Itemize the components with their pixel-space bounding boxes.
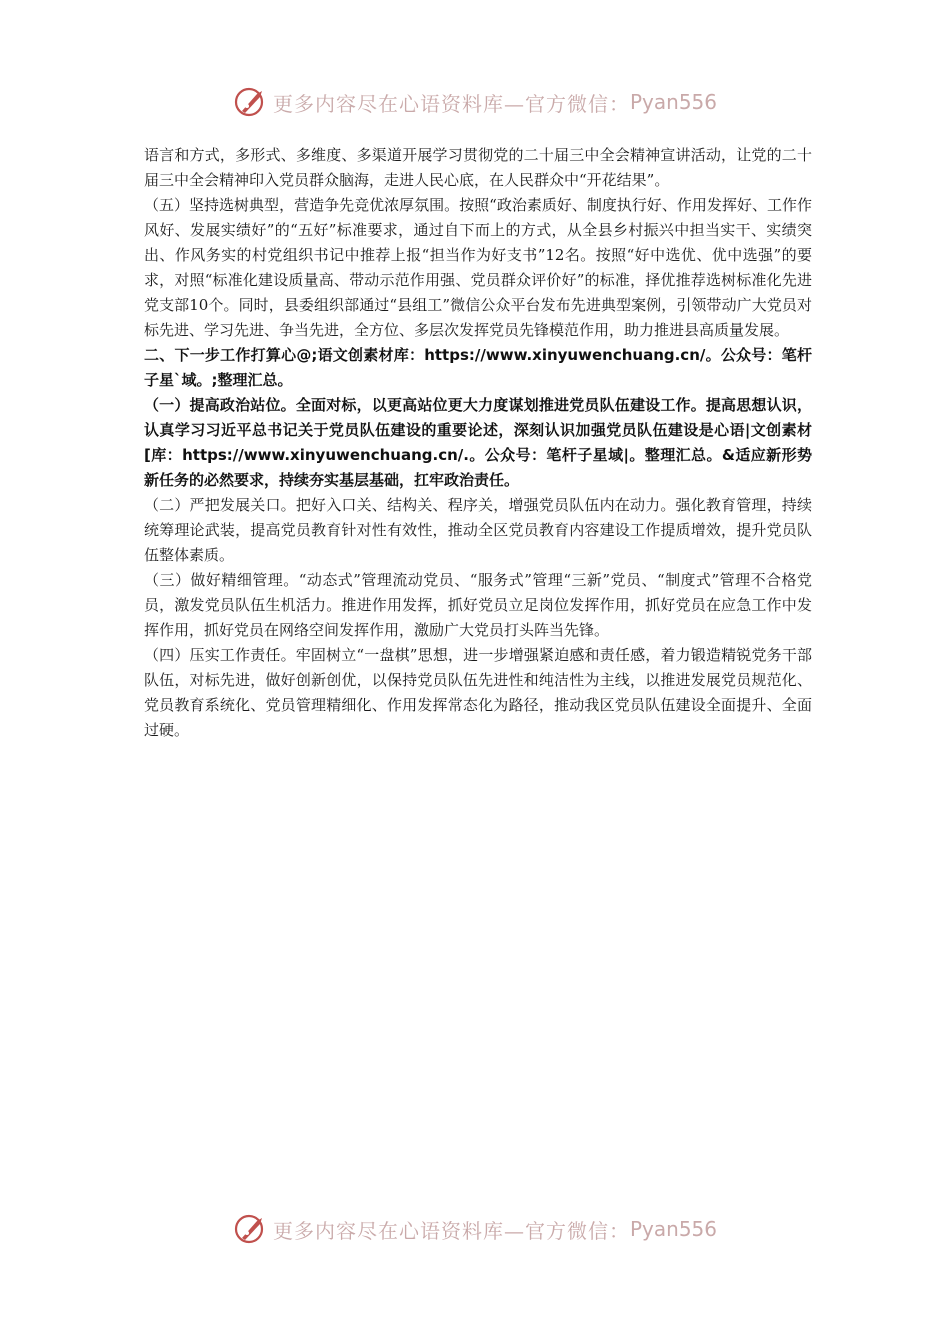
- paragraph-next-step-three: （三）做好精细管理。“动态式”管理流动党员、“服务式”管理“三新”党员、“制度式”管理不合格党员，激发党员队伍生机活力。推进作用发挥，抓好党员立足岗位发挥作用，抓好党员在应急工作中发挥作用，抓好党员在网络空间发挥作用，激励广大党员打头阵当先锋。: [144, 571, 812, 639]
- pen-nib-logo-icon: [233, 1211, 269, 1247]
- watermark-wechat-id: Pyan556: [629, 90, 717, 114]
- document-body: [144, 143, 812, 743]
- heading-next-steps: 二、下一步工作打算心@;语文创素材库：https://www.xinyuwenchuang.cn/。公众号：笔杆子星`域。;整理汇总。: [144, 346, 812, 389]
- watermark-wechat-id: Pyan556: [629, 1217, 717, 1241]
- paragraph-section-five: （五）坚持选树典型，营造争先竞优浓厚氛围。按照“政治素质好、制度执行好、作用发挥好、工作作风好、发展实绩好”的“五好”标准要求，通过自下而上的方式，从全县乡村振兴中担当实干、实绩突出、作风务实的村党组织书记中推荐上报“担当作为好支书”12名。按照“好中选优、优中选强”的要求，对照“标准化建设质量高、带动示范作用强、党员群众评价好”的标准，择优推荐选树标准化先进党支部10个。同时，县委组织部通过“县组工”微信公众平台发布先进典型案例，引领带动广大党员对标先进、学习先进、争当先进，全方位、多层次发挥党员先锋模范作用，助力推进县高质量发展。: [144, 196, 812, 339]
- footer-watermark: [0, 1209, 950, 1249]
- paragraph-next-step-two: （二）严把发展关口。把好入口关、结构关、程序关，增强党员队伍内在动力。强化教育管理，持续统筹理论武装，提高党员教育针对性有效性，推动全区党员教育内容建设工作提质增效，提升党员队伍整体素质。: [144, 496, 812, 564]
- paragraph-next-step-four: （四）压实工作责任。牢固树立“一盘棋”思想，进一步增强紧迫感和责任感，着力锻造精锐党务干部队伍，对标先进，做好创新创优，以保持党员队伍先进性和纯洁性为主线，以推进发展党员规范化、党员教育系统化、党员管理精细化、作用发挥常态化为路径，推动我区党员队伍建设全面提升、全面过硬。: [144, 646, 812, 739]
- watermark-text: 更多内容尽在心语资料库—官方微信：: [272, 1218, 630, 1243]
- header-watermark: [0, 82, 950, 122]
- watermark-text: 更多内容尽在心语资料库—官方微信：: [272, 91, 630, 116]
- pen-nib-logo-icon: [233, 84, 269, 120]
- paragraph-intro-continuation: 语言和方式，多形式、多维度、多渠道开展学习贯彻党的二十届三中全会精神宣讲活动，让党的二十届三中全会精神印入党员群众脑海，走进人民心底，在人民群众中“开花结果”。: [144, 146, 812, 189]
- paragraph-next-step-one: （一）提高政治站位。全面对标，以更高站位更大力度谋划推进党员队伍建设工作。提高思想认识，认真学习习近平总书记关于党员队伍建设的重要论述，深刻认识加强党员队伍建设是心语|文创素材[库：https://www.xinyuwenchuang.cn/.。公众号：笔杆子星域|。整理汇总。&适应新形势新任务的必然要求，持续夯实基层基础，扛牢政治责任。: [144, 396, 812, 489]
